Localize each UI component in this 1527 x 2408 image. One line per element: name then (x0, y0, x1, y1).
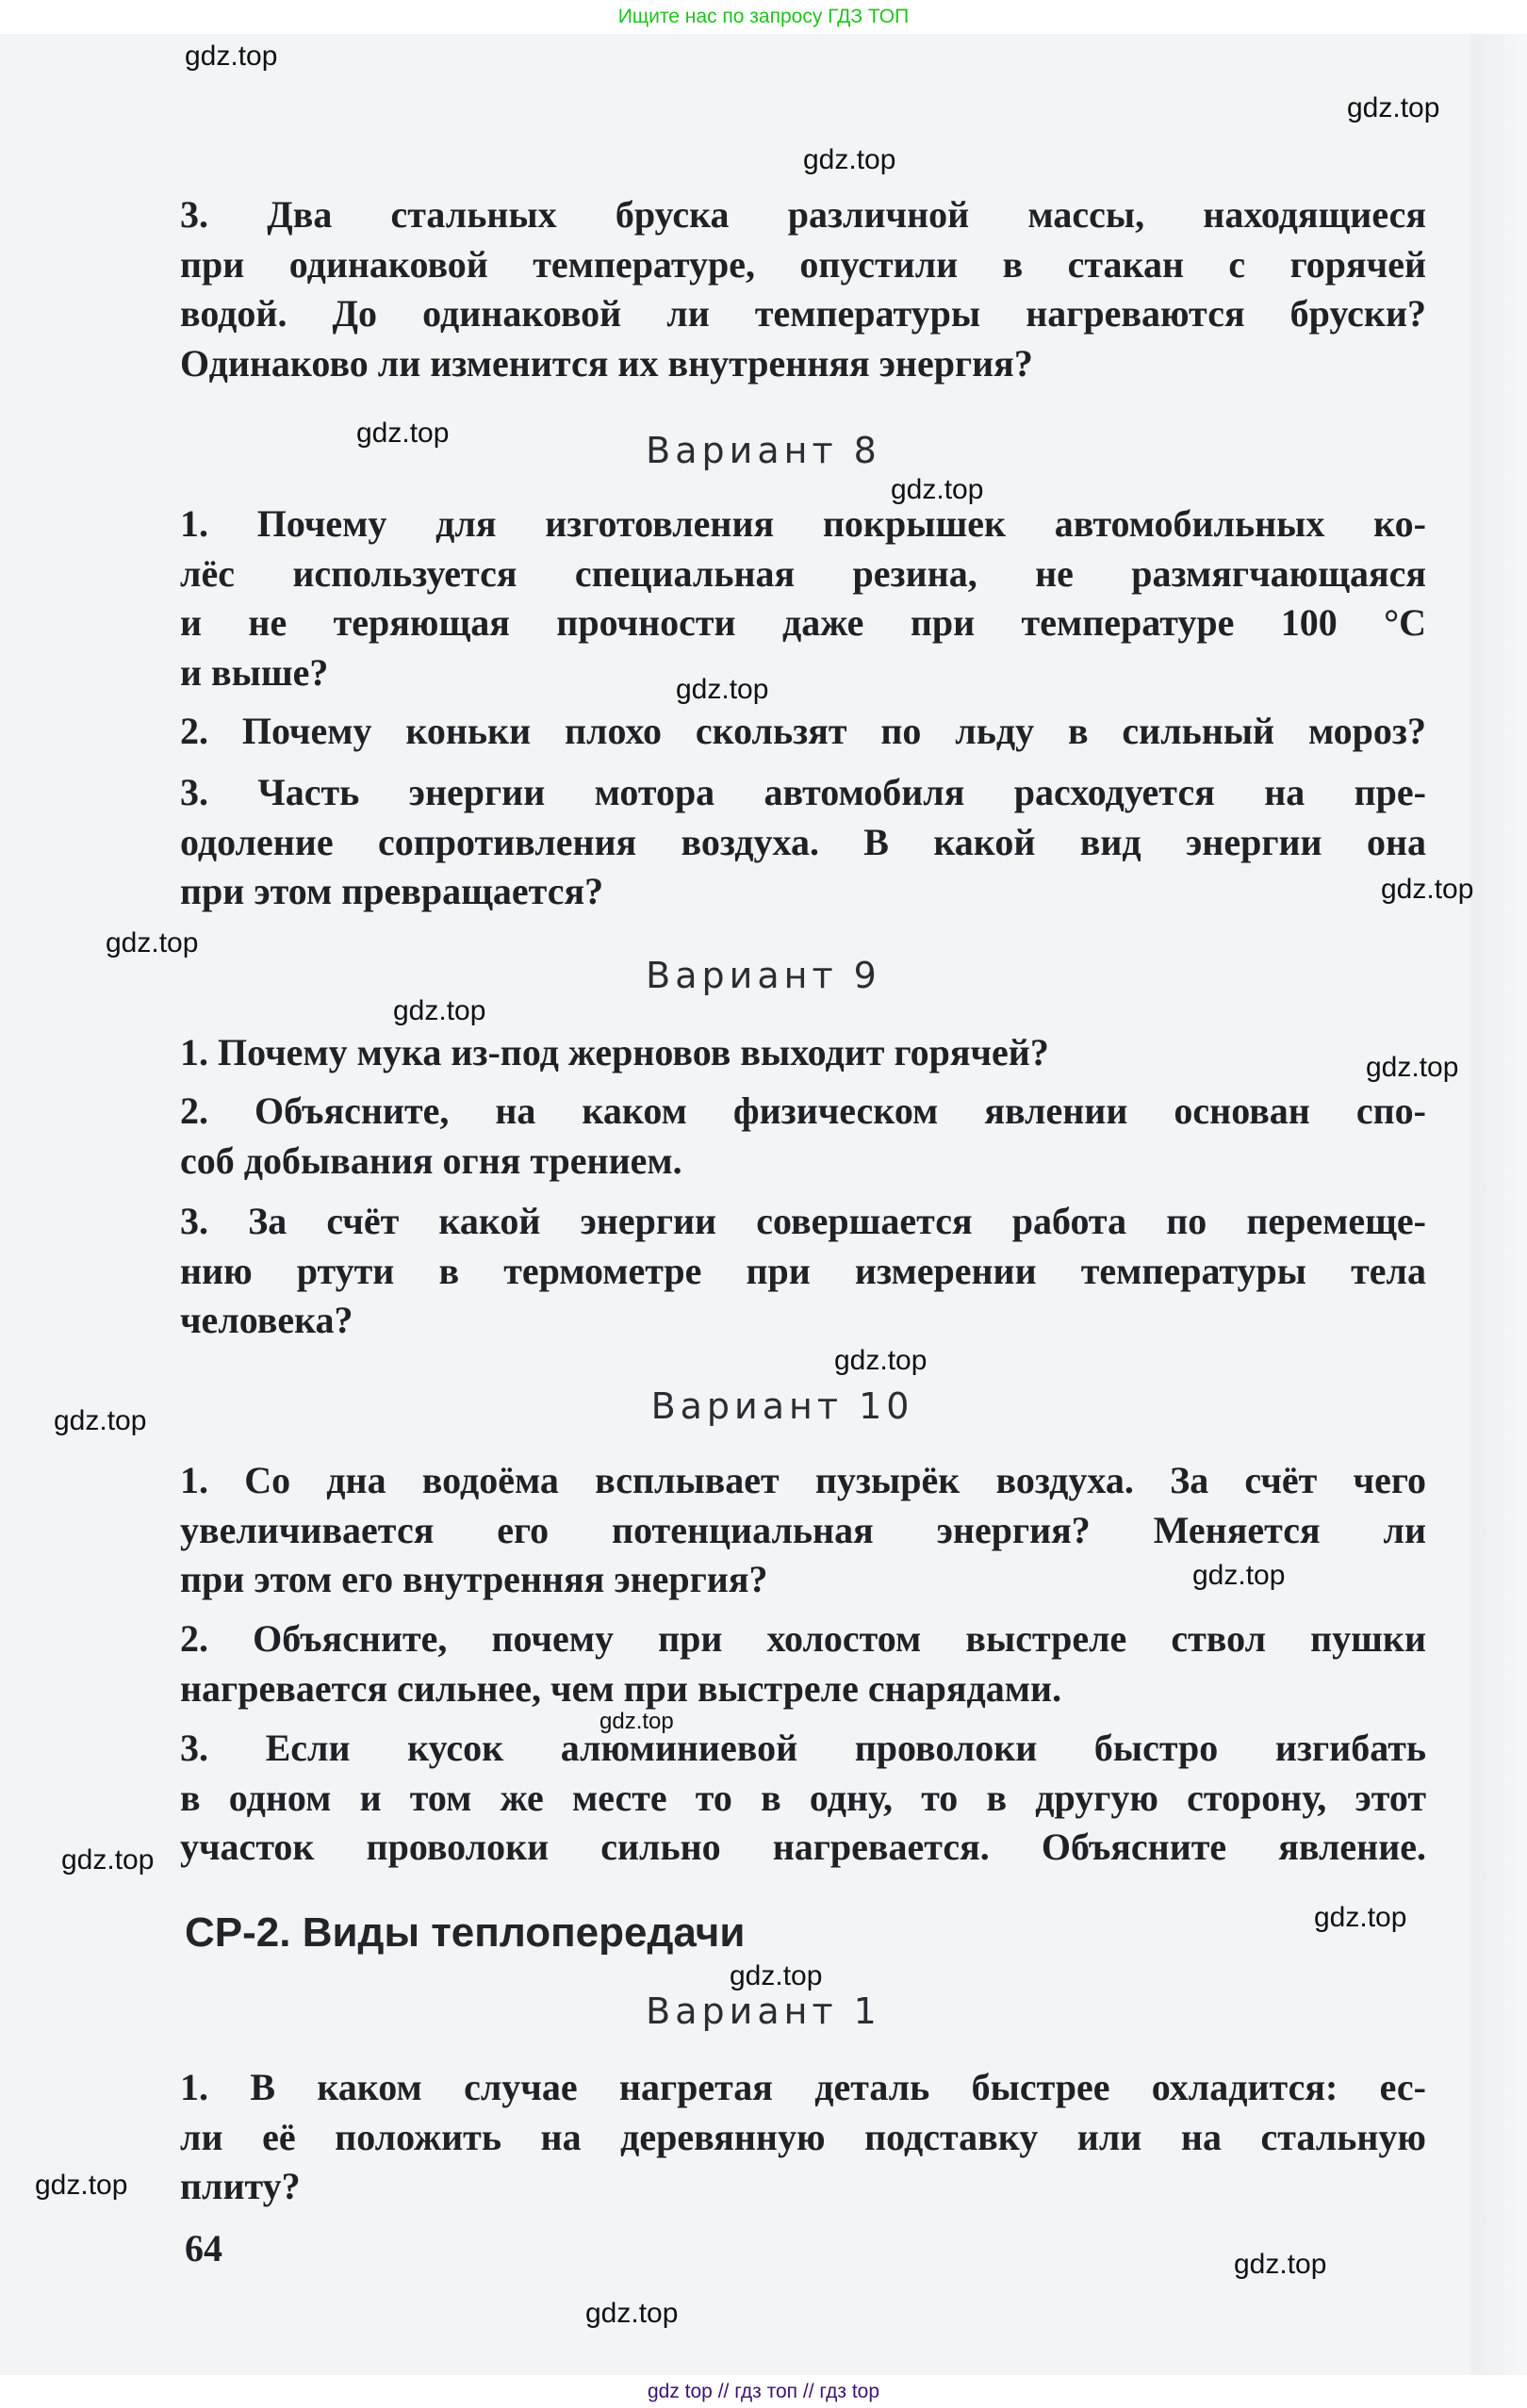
variant-8-question-1 (180, 500, 1426, 697)
text-line: 2. Объясните, почему при холостом выстреле ствол пушки (180, 1617, 1426, 1660)
text-line: при этом его внутренняя энергия? (180, 1558, 768, 1600)
text-line: 1. Почему мука из-под жерновов выходит горячей? (180, 1031, 1049, 1073)
watermark: gdz.top (730, 1960, 823, 1991)
variant-10-heading: Вариант 10 (650, 1385, 914, 1427)
text-line: одоление сопротивления воздуха. В какой вид энергии она (180, 820, 1426, 863)
variant-10-question-2 (180, 1614, 1426, 1713)
text-line: при этом превращается? (180, 870, 604, 912)
text-line: водой. До одинаковой ли температуры нагреваются бруски? (180, 292, 1426, 335)
text-line: плиту? (180, 2165, 301, 2207)
watermark: gdz.top (106, 927, 199, 958)
text-line: 2. Объясните, на каком физическом явлении основан спо- (180, 1089, 1426, 1132)
text-line: человека? (180, 1299, 353, 1341)
text-line: 2. Почему коньки плохо скользят по льду в сильный мороз? (180, 710, 1426, 752)
watermark: gdz.top (54, 1405, 147, 1436)
watermark: gdz.top (1347, 92, 1440, 123)
watermark: gdz.top (61, 1844, 155, 1876)
text-line: 3. Если кусок алюминиевой проволоки быстро изгибать (180, 1727, 1426, 1769)
variant-9-question-1 (180, 1028, 1426, 1078)
text-line: и выше? (180, 650, 329, 694)
watermark: gdz.top (676, 674, 769, 705)
variant-9-question-2 (180, 1087, 1426, 1186)
text-line: при одинаковой температуре, опустили в стакан с горячей (180, 242, 1426, 286)
section-question-1 (180, 2063, 1426, 2212)
watermark: gdz.top (35, 2170, 128, 2201)
text-line: увеличивается его потенциальная энергия? Меняется ли (180, 1508, 1426, 1551)
variant-8-question-3 (180, 768, 1426, 917)
text-line: и не теряющая прочности даже при температуре 100 °С (180, 601, 1426, 644)
watermark: gdz.top (1314, 1902, 1407, 1933)
text-line: ли её положить на деревянную подставку или на стальную (180, 2115, 1426, 2158)
watermark: gdz.top (599, 1709, 674, 1734)
watermark: gdz.top (356, 418, 450, 449)
text-line: 1. Почему для изготовления покрышек автомобильных ко- (180, 502, 1426, 545)
text-line: 1. В каком случае нагретая деталь быстрее охладится: ес- (180, 2066, 1426, 2108)
text-line: 3. Два стальных бруска различной массы, находящиеся (180, 193, 1426, 236)
variant-10-question-3 (180, 1724, 1426, 1873)
text-line: 3. За счёт какой энергии совершается работа по перемеще- (180, 1200, 1426, 1242)
watermark: gdz.top (834, 1345, 928, 1376)
text-line: в одном и том же месте то в одну, то в другую сторону, этот (180, 1776, 1426, 1819)
page-number: 64 (185, 2227, 222, 2269)
text-line: 3. Часть энергии мотора автомобиля расходуется на пре- (180, 771, 1426, 813)
watermark: gdz.top (185, 41, 278, 72)
footer-banner: gdz top // гдз топ // гдз top (0, 2375, 1527, 2408)
variant-9-question-3 (180, 1197, 1426, 1346)
watermark: gdz.top (1381, 874, 1474, 905)
text-line: лёс используется специальная резина, не размягчающаяся (180, 551, 1426, 595)
search-banner: Ищите нас по запросу ГДЗ ТОП (0, 0, 1527, 34)
watermark: gdz.top (393, 995, 486, 1026)
variant-8-question-2 (180, 707, 1426, 757)
text-line: участок проволоки сильно нагревается. Объясните явление. (180, 1826, 1426, 1868)
variant-9-heading: Вариант 9 (646, 955, 881, 996)
text-line: нию ртути в термометре при измерении температуры тела (180, 1249, 1426, 1292)
intro-question (180, 190, 1426, 388)
section-variant-1-heading: Вариант 1 (646, 1990, 881, 2032)
watermark: gdz.top (891, 474, 984, 505)
watermark: gdz.top (1234, 2249, 1327, 2280)
watermark: gdz.top (585, 2298, 679, 2329)
text-line: Одинаково ли изменится их внутренняя энергия? (180, 341, 1033, 385)
section-heading: СР-2. Виды теплопередачи (185, 1909, 746, 1956)
text-line: нагревается сильнее, чем при выстреле снарядами. (180, 1666, 1062, 1710)
watermark: gdz.top (803, 144, 896, 175)
watermark: gdz.top (1366, 1052, 1459, 1083)
variant-8-heading: Вариант 8 (646, 430, 881, 471)
text-line: 1. Со дна водоёма всплывает пузырёк воздуха. За счёт чего (180, 1459, 1426, 1501)
watermark: gdz.top (1192, 1560, 1286, 1591)
text-line: соб добывания огня трением. (180, 1138, 682, 1182)
